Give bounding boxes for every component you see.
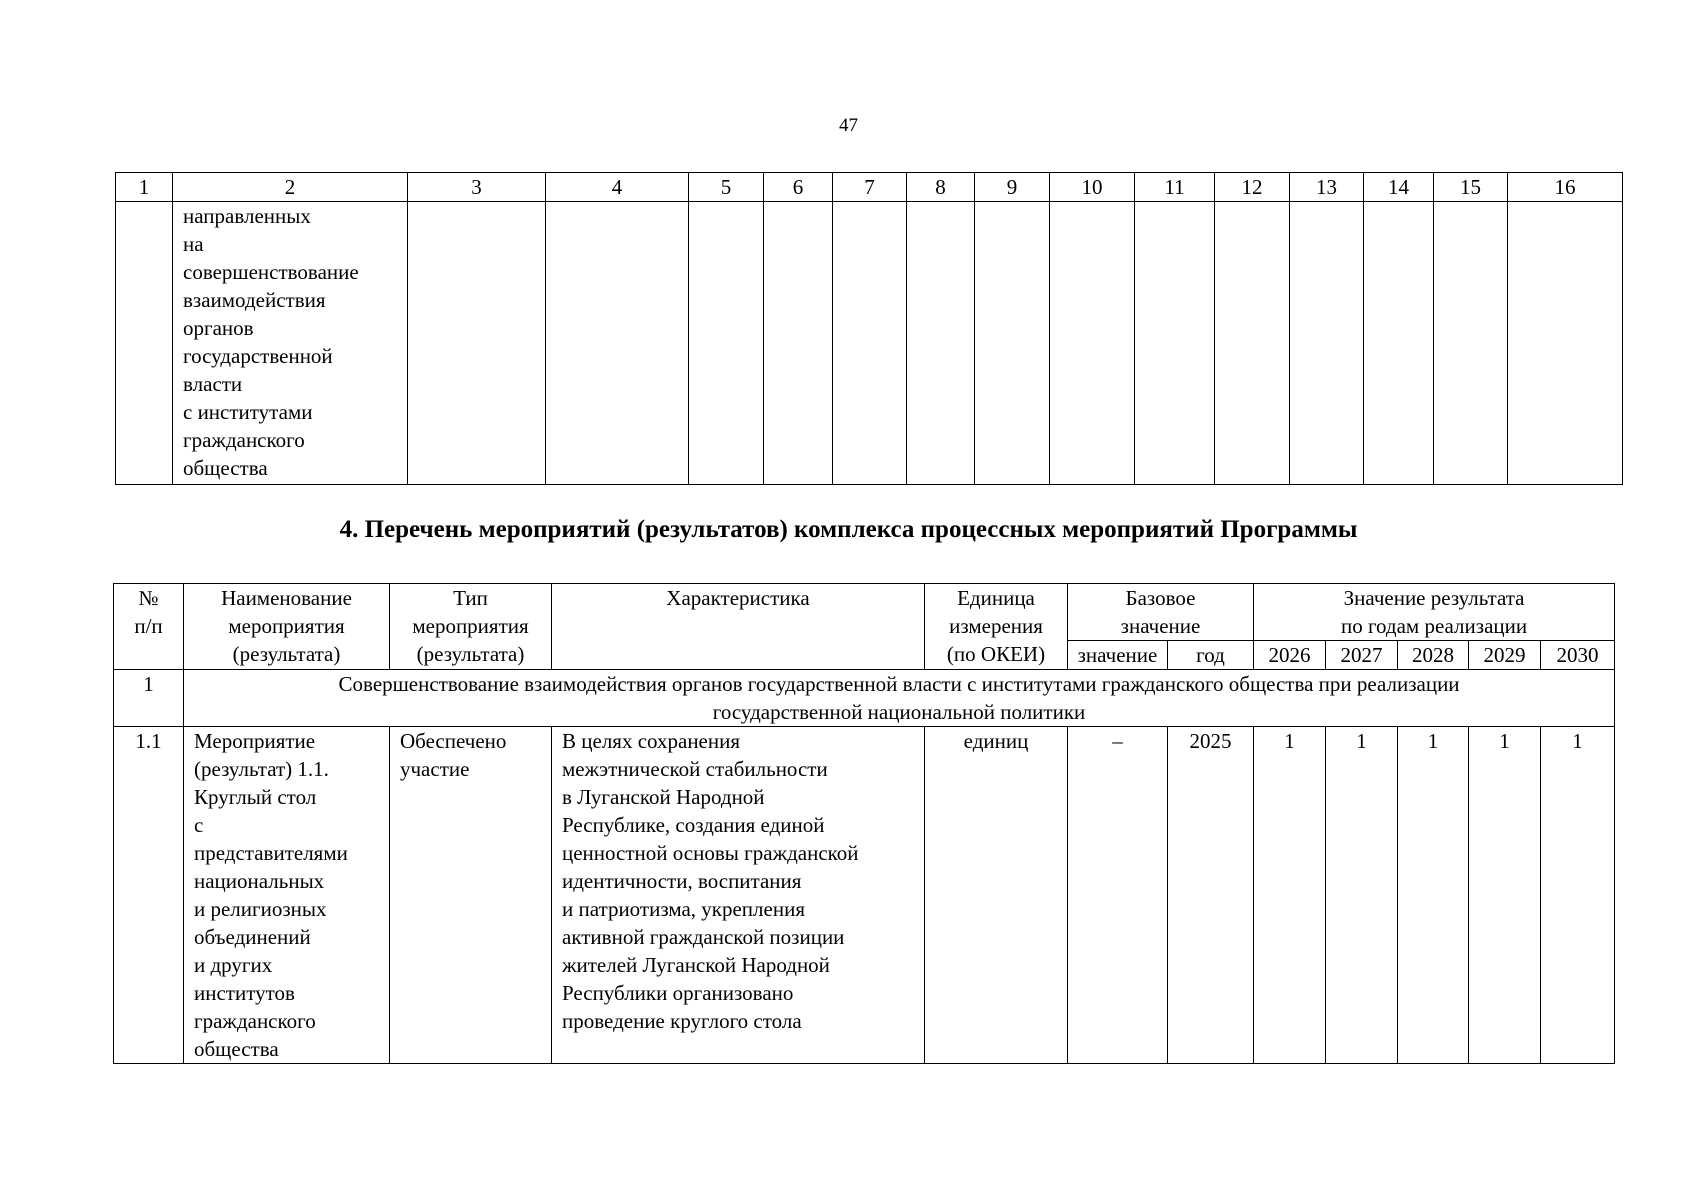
section-heading-line: государственной национальной политики xyxy=(712,700,1086,724)
text-line: участие xyxy=(400,757,470,781)
empty-cell xyxy=(1364,202,1434,485)
empty-cell xyxy=(1215,202,1290,485)
column-number: 13 xyxy=(1290,173,1364,202)
header-line: Наименование xyxy=(221,586,352,610)
row-type xyxy=(390,727,552,1064)
empty-cell xyxy=(833,202,907,485)
header-type xyxy=(390,584,552,670)
header-year: 2029 xyxy=(1469,641,1541,670)
text-line: совершенствование xyxy=(183,260,359,284)
column-number: 5 xyxy=(689,173,764,202)
header-base-year: год xyxy=(1168,641,1254,670)
column-number: 16 xyxy=(1508,173,1623,202)
text-line: власти xyxy=(183,372,243,396)
continuation-row xyxy=(116,202,1623,485)
column-number: 6 xyxy=(764,173,833,202)
empty-cell xyxy=(975,202,1050,485)
column-number: 3 xyxy=(408,173,546,202)
empty-cell xyxy=(689,202,764,485)
header-year: 2027 xyxy=(1326,641,1398,670)
column-number: 14 xyxy=(1364,173,1434,202)
empty-cell xyxy=(1135,202,1215,485)
row-year-value: 1 xyxy=(1398,727,1469,1064)
text-line: и других xyxy=(194,953,273,977)
text-line: межэтнической стабильности xyxy=(562,757,828,781)
text-line: Республики организовано xyxy=(562,981,794,1005)
header-line: по годам реализации xyxy=(1340,614,1528,638)
column-number: 2 xyxy=(173,173,408,202)
text-line: (результат) 1.1. xyxy=(194,757,329,781)
text-line: и патриотизма, укрепления xyxy=(562,897,805,921)
text-line: активной гражданской позиции xyxy=(562,925,845,949)
empty-cell xyxy=(408,202,546,485)
header-line: Базовое xyxy=(1125,586,1196,610)
text-line: общества xyxy=(194,1037,279,1061)
text-line: органов xyxy=(183,316,254,340)
section-title: 4. Перечень мероприятий (результатов) комплекса процессных мероприятий Программы xyxy=(339,516,1358,543)
text-line: гражданского xyxy=(194,1009,316,1033)
header-year: 2028 xyxy=(1398,641,1469,670)
row-name xyxy=(184,727,390,1064)
row-num: 1.1 xyxy=(114,727,184,1064)
header-year: 2030 xyxy=(1541,641,1615,670)
header-num xyxy=(114,584,184,670)
header-line: (по ОКЕИ) xyxy=(946,642,1046,666)
table-row xyxy=(114,727,1615,1064)
row-unit: единиц xyxy=(925,727,1068,1064)
column-number: 12 xyxy=(1215,173,1290,202)
row-year-value: 1 xyxy=(1541,727,1615,1064)
row-year-value: 1 xyxy=(1326,727,1398,1064)
text-line: идентичности, воспитания xyxy=(562,869,802,893)
row-base-year: 2025 xyxy=(1168,727,1254,1064)
header-year: 2026 xyxy=(1254,641,1326,670)
column-number: 7 xyxy=(833,173,907,202)
text-line: с xyxy=(194,813,204,837)
page-number: 47 xyxy=(839,115,858,136)
row-year-value: 1 xyxy=(1254,727,1326,1064)
row-characteristic xyxy=(552,727,925,1064)
row-base-value: – xyxy=(1068,727,1168,1064)
text-line: на xyxy=(183,232,204,256)
header-line: мероприятия xyxy=(228,614,345,638)
row-year-value: 1 xyxy=(1469,727,1541,1064)
header-line: Тип xyxy=(453,586,488,610)
text-line: и религиозных xyxy=(194,897,327,921)
text-line: Республике, создания единой xyxy=(562,813,825,837)
empty-cell xyxy=(1050,202,1135,485)
empty-cell xyxy=(116,202,173,485)
header-result xyxy=(1254,584,1615,641)
header-base xyxy=(1068,584,1254,641)
empty-cell xyxy=(546,202,689,485)
text-line: взаимодействия xyxy=(183,288,326,312)
column-number-row xyxy=(116,173,1623,202)
text-line: В целях сохранения xyxy=(562,729,741,753)
text-line: Обеспечено xyxy=(400,729,507,753)
header-characteristic: Характеристика xyxy=(552,584,925,670)
section-row xyxy=(114,670,1615,727)
column-number: 10 xyxy=(1050,173,1135,202)
header-line: измерения xyxy=(949,614,1043,638)
empty-cell xyxy=(907,202,975,485)
empty-cell xyxy=(1290,202,1364,485)
empty-cell xyxy=(1434,202,1508,485)
column-number: 4 xyxy=(546,173,689,202)
empty-cell xyxy=(764,202,833,485)
text-line: гражданского xyxy=(183,428,305,452)
column-number: 11 xyxy=(1135,173,1215,202)
text-line: государственной xyxy=(183,344,333,368)
column-number: 8 xyxy=(907,173,975,202)
header-name xyxy=(184,584,390,670)
activities-table xyxy=(113,583,1615,1064)
text-line: Круглый стол xyxy=(194,785,317,809)
text-line: в Луганской Народной xyxy=(562,785,765,809)
header-line: Единица xyxy=(957,586,1035,610)
empty-cell xyxy=(1508,202,1623,485)
column-number: 15 xyxy=(1434,173,1508,202)
text-line: направленных xyxy=(183,204,311,228)
continuation-table xyxy=(115,172,1623,485)
text-line: проведение круглого стола xyxy=(562,1009,802,1033)
continuation-text xyxy=(173,202,408,485)
header-line: п/п xyxy=(134,614,163,638)
column-number: 1 xyxy=(116,173,173,202)
section-heading-line: Совершенствование взаимодействия органов государственной власти с институтами гражданского общества при реализации xyxy=(338,672,1460,696)
section-heading xyxy=(184,670,1615,727)
header-line: мероприятия xyxy=(412,614,529,638)
header-line: (результата) xyxy=(416,642,525,666)
text-line: жителей Луганской Народной xyxy=(562,953,830,977)
header-line: № xyxy=(138,586,159,610)
header-unit xyxy=(925,584,1068,670)
header-row xyxy=(114,584,1615,641)
header-line: (результата) xyxy=(232,642,341,666)
text-line: представителями xyxy=(194,841,348,865)
text-line: Мероприятие xyxy=(194,729,316,753)
text-line: ценностной основы гражданской xyxy=(562,841,859,865)
column-number: 9 xyxy=(975,173,1050,202)
text-line: институтов xyxy=(194,981,295,1005)
section-num: 1 xyxy=(114,670,184,727)
text-line: объединений xyxy=(194,925,311,949)
text-line: общества xyxy=(183,456,268,480)
text-line: с институтами xyxy=(183,400,313,424)
header-line: Значение результата xyxy=(1343,586,1525,610)
header-base-value: значение xyxy=(1068,641,1168,670)
text-line: национальных xyxy=(194,869,325,893)
header-line: значение xyxy=(1120,614,1201,638)
